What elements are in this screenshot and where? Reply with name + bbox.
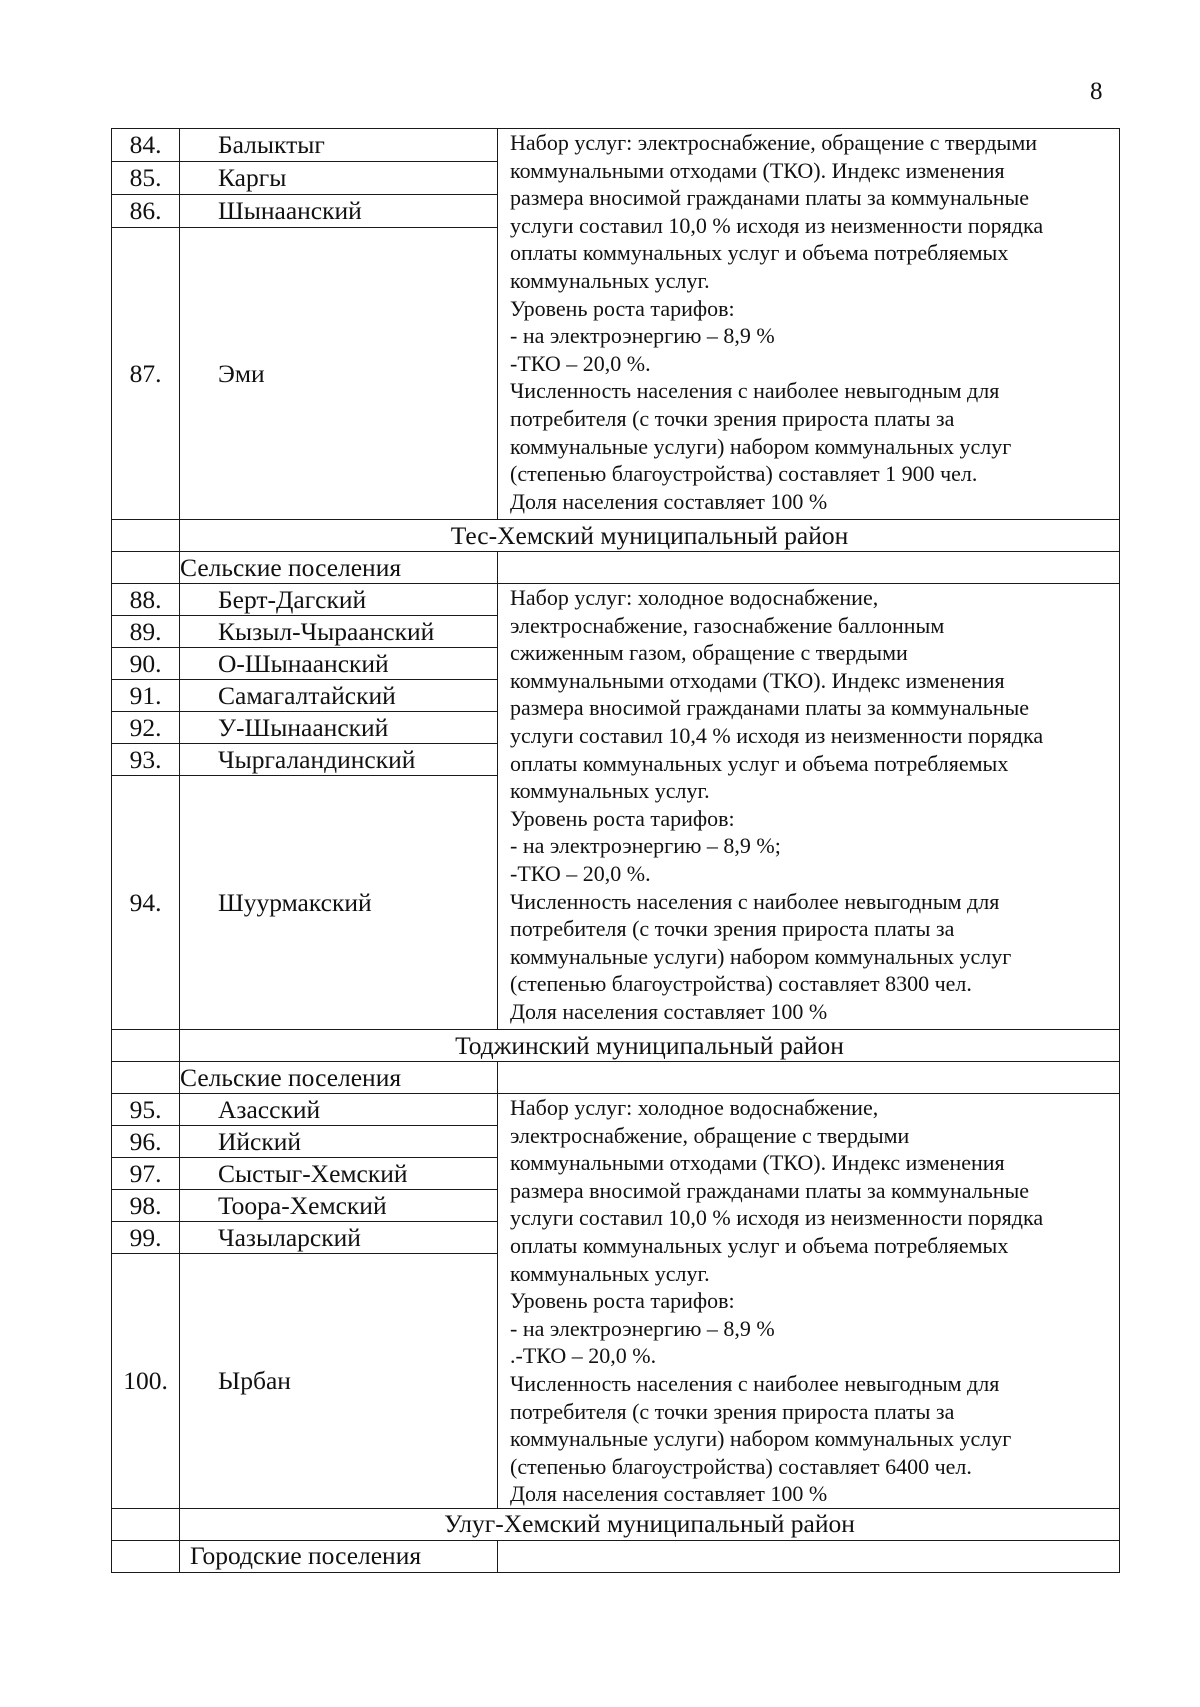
row-number: 92.: [112, 712, 180, 744]
description-line: (степенью благоустройства) составляет 6400 чел.: [510, 1453, 972, 1479]
description-line: коммунальных услуг.: [510, 1260, 710, 1286]
row-number: 100.: [112, 1254, 180, 1509]
row-number: 88.: [112, 584, 180, 616]
description-line: - на электроэнергию – 8,9 %: [510, 1315, 775, 1341]
row-number: 96.: [112, 1126, 180, 1158]
settlement-name: Берт-Дагский: [180, 584, 498, 616]
description-line: (степенью благоустройства) составляет 8300 чел.: [510, 971, 972, 997]
settlement-type-row: [112, 1540, 1120, 1572]
page-number: 8: [1090, 78, 1103, 105]
description-line: коммунальных услуг.: [510, 778, 710, 804]
settlement-name: Балыктыг: [180, 129, 498, 162]
description-line: сжиженным газом, обращение с твердыми: [510, 640, 908, 666]
description-line: - на электроэнергию – 8,9 %;: [510, 833, 781, 859]
description-line: Доля населения составляет 100 %: [510, 1481, 828, 1507]
row-number: 85.: [112, 162, 180, 195]
row-number: 93.: [112, 744, 180, 776]
description-line: Доля населения составляет 100 %: [510, 488, 828, 514]
description-line: услуги составил 10,4 % исходя из неизменности порядка: [510, 722, 1044, 748]
description-line: размера вносимой гражданами платы за коммунальные: [510, 1177, 1030, 1203]
tariff-description: [498, 584, 1120, 1030]
settlement-name: Ырбан: [180, 1254, 498, 1509]
table-row: [112, 1094, 1120, 1126]
tariff-description: [498, 1094, 1120, 1509]
description-line: услуги составил 10,0 % исходя из неизменности порядка: [510, 212, 1044, 238]
description-line: Численность населения с наиболее невыгодным для: [510, 1370, 1000, 1396]
description-line: -ТКО – 20,0 %.: [510, 350, 651, 376]
district-row: [112, 1030, 1120, 1062]
description-line: коммунальными отходами (ТКО). Индекс изменения: [510, 157, 1005, 183]
settlement-type-row: [112, 552, 1120, 584]
settlement-name: О-Шынаанский: [180, 648, 498, 680]
description-line: оплаты коммунальных услуг и объема потребляемых: [510, 240, 1009, 266]
description-line: .-ТКО – 20,0 %.: [510, 1343, 657, 1369]
description-line: Уровень роста тарифов:: [510, 295, 735, 321]
description-line: размера вносимой гражданами платы за коммунальные: [510, 695, 1030, 721]
description-line: (степенью благоустройства) составляет 1 900 чел.: [510, 461, 978, 487]
description-line: оплаты коммунальных услуг и объема потребляемых: [510, 1232, 1009, 1258]
description-line: оплаты коммунальных услуг и объема потребляемых: [510, 750, 1009, 776]
row-number: 97.: [112, 1158, 180, 1190]
settlement-name: У-Шынаанский: [180, 712, 498, 744]
row-number: 87.: [112, 228, 180, 520]
district-name: Улуг-Хемский муниципальный район: [180, 1508, 1120, 1540]
description-line: потребителя (с точки зрения прироста платы за: [510, 1398, 955, 1424]
description-line: потребителя (с точки зрения прироста платы за: [510, 916, 955, 942]
row-number: 91.: [112, 680, 180, 712]
row-number: 98.: [112, 1190, 180, 1222]
settlement-name: Каргы: [180, 162, 498, 195]
description-line: услуги составил 10,0 % исходя из неизменности порядка: [510, 1205, 1044, 1231]
settlement-name: Чазыларский: [180, 1222, 498, 1254]
settlement-name: Тоора-Хемский: [180, 1190, 498, 1222]
district-name: Тоджинский муниципальный район: [180, 1030, 1120, 1062]
row-number: 84.: [112, 129, 180, 162]
description-line: Численность населения с наиболее невыгодным для: [510, 378, 1000, 404]
settlement-name: Ийский: [180, 1126, 498, 1158]
settlement-name: Шуурмакский: [180, 776, 498, 1030]
table-row: [112, 584, 1120, 616]
table-row: [112, 129, 1120, 162]
district-row: [112, 520, 1120, 552]
description-line: коммунальные услуги) набором коммунальных услуг: [510, 943, 1012, 969]
row-number: 90.: [112, 648, 180, 680]
description-line: Набор услуг: холодное водоснабжение,: [510, 1095, 879, 1120]
settlement-name: Шынаанский: [180, 195, 498, 228]
row-number: 86.: [112, 195, 180, 228]
settlement-name: Эми: [180, 228, 498, 520]
district-name: Тес-Хемский муниципальный район: [180, 520, 1120, 552]
settlement-name: Кызыл-Чыраанский: [180, 616, 498, 648]
description-line: Набор услуг: электроснабжение, обращение с твердыми: [510, 130, 1038, 155]
description-line: размера вносимой гражданами платы за коммунальные: [510, 185, 1030, 211]
settlement-name: Сыстыг-Хемский: [180, 1158, 498, 1190]
description-line: коммунальные услуги) набором коммунальных услуг: [510, 433, 1012, 459]
settlements-table: [111, 128, 1120, 1573]
row-number: 94.: [112, 776, 180, 1030]
description-line: - на электроэнергию – 8,9 %: [510, 323, 775, 349]
settlement-type: Сельские поселения: [180, 1062, 498, 1094]
description-line: -ТКО – 20,0 %.: [510, 860, 651, 886]
description-line: Доля населения составляет 100 %: [510, 998, 828, 1024]
settlement-type-row: [112, 1062, 1120, 1094]
description-line: Набор услуг: холодное водоснабжение,: [510, 585, 879, 610]
row-number: 95.: [112, 1094, 180, 1126]
description-line: Численность населения с наиболее невыгодным для: [510, 888, 1000, 914]
description-line: электроснабжение, газоснабжение баллонным: [510, 612, 945, 638]
district-row: [112, 1508, 1120, 1540]
description-line: Уровень роста тарифов:: [510, 805, 735, 831]
settlement-name: Самагалтайский: [180, 680, 498, 712]
description-line: коммунальные услуги) набором коммунальных услуг: [510, 1426, 1012, 1452]
description-line: потребителя (с точки зрения прироста платы за: [510, 405, 955, 431]
settlement-type: Городские поселения: [180, 1540, 498, 1572]
description-line: Уровень роста тарифов:: [510, 1288, 735, 1314]
description-line: коммунальных услуг.: [510, 267, 710, 293]
row-number: 99.: [112, 1222, 180, 1254]
tariff-description: [498, 129, 1120, 520]
description-line: коммунальными отходами (ТКО). Индекс изменения: [510, 667, 1005, 693]
description-line: коммунальными отходами (ТКО). Индекс изменения: [510, 1150, 1005, 1176]
settlement-name: Чыргаландинский: [180, 744, 498, 776]
row-number: 89.: [112, 616, 180, 648]
settlement-type: Сельские поселения: [180, 552, 498, 584]
settlement-name: Азасский: [180, 1094, 498, 1126]
description-line: электроснабжение, обращение с твердыми: [510, 1122, 910, 1148]
